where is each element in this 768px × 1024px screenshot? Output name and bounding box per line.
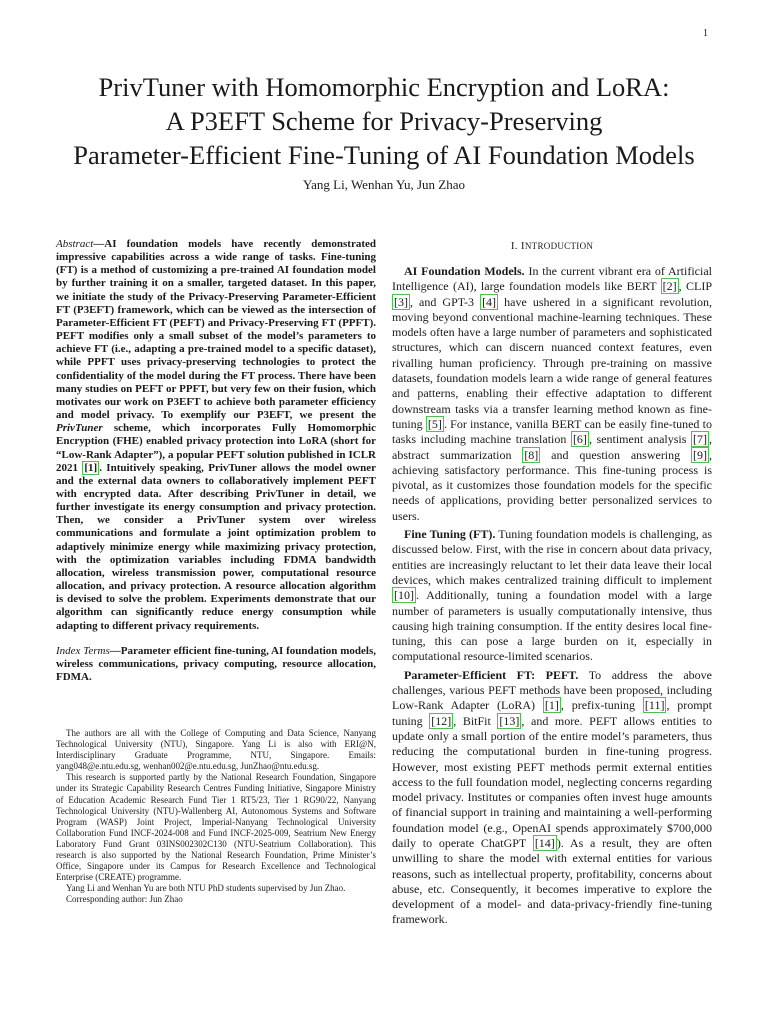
- paragraph-peft: [392, 668, 712, 928]
- paragraph-text: , achieving satisfactory performance. This fine-tuning process is pivotal, as it customizes those foundation models for the specific needs of applications, providing better personalized services to users.: [392, 447, 712, 523]
- citation-link[interactable]: [1]: [84, 461, 98, 474]
- citation-link[interactable]: [3]: [394, 294, 408, 309]
- paragraph-text: ). As a result, they are often unwilling to share the model with external entities for various reasons, such as intellectual property, profitability, concerns about abuse, etc. Consequently, it becomes imperative to explore the development of a model- and data-privacy-friendly fine-tuning framework.: [392, 835, 712, 927]
- paragraph-text: and question answering: [540, 447, 691, 462]
- run-in-heading: Parameter-Efficient FT: PEFT.: [404, 667, 579, 682]
- right-column: [392, 238, 712, 931]
- citation-link[interactable]: [6]: [572, 432, 587, 447]
- footnote-funding: This research is supported partly by the National Research Foundation, Singapore under its Strategic Capability Research Centres Funding Initiative, Singapore Ministry of Education Academic Research Fund Tier 1 RT5/23, Tier 1 RG90/22, Nanyang Technological University (NTU)-Wallenberg AI, Autonomous Systems and Software Program (WASP) Joint Project, Imperial-Nanyang Technological University Collaboration Fund INCF-2024-008 and Fund INCF-2025-009, Seatrium New Energy Laboratory Fund Grant 03INS002302C130 (NTU-Seatrium Collaboration). This research is also supported by the National Research Foundation, Prime Minister’s Office, Singapore under its Campus for Research Excellence and Technological Enterprise (CREATE) programme.: [56, 772, 376, 883]
- citation-link[interactable]: [13]: [499, 713, 520, 728]
- paragraph-text: , and GPT-3: [410, 294, 481, 309]
- paragraph-text: , prefix-tuning: [560, 698, 643, 713]
- citation-link[interactable]: [1]: [544, 698, 559, 713]
- citation-link[interactable]: [11]: [644, 698, 665, 713]
- section-numeral: I.: [510, 240, 518, 252]
- citation-link[interactable]: [12]: [431, 713, 452, 728]
- abstract-dash: —: [93, 238, 105, 250]
- paragraph-text: , BitFit: [453, 713, 498, 728]
- index-terms-label: Index Terms: [56, 644, 110, 657]
- citation-link[interactable]: [10]: [394, 588, 414, 603]
- citation-link[interactable]: [7]: [692, 432, 707, 447]
- index-terms: [56, 645, 376, 684]
- footnote-corresponding: Corresponding author: Jun Zhao: [66, 894, 183, 905]
- paper-title: [40, 70, 728, 172]
- paragraph-text: . Additionally, tuning a foundation model with a large number of parameters is usually computationally intensive, thus causing high training consumption. If the entity desires local fine-tuning, this can pose a large burden on it, especially in computational resource-limited scenarios.: [392, 588, 712, 664]
- paragraph-text: have ushered in a significant revolution, moving beyond conventional machine-learning techniques. These models often have a large number of parameters and sophisticated structures, which can discern nuanced context features, even rivalling human proficiency. Through pre-training on massive datasets, foundation models learn a wide range of general features and patterns, enabling their effective adaptation to different downstream tasks via a transfer learning method known as fine-tuning: [392, 294, 713, 431]
- paragraph-text: In the current vibrant era of Artificial Intelligence (AI), large foundation models like BERT: [392, 264, 712, 294]
- abstract-text-2: scheme, which incorporates Fully Homomorphic Encryption (FHE) enabled privacy protection into LoRA (short for “Low-Rank Adapter”), a popular PEFT solution published in ICLR 2021: [56, 422, 376, 474]
- section-heading: [392, 240, 712, 252]
- abstract-privtuner: PrivTuner: [56, 422, 103, 435]
- citation-link[interactable]: [8]: [524, 447, 539, 462]
- paragraph-text: , prompt tuning: [392, 698, 712, 728]
- paragraph-foundation-models: [392, 264, 712, 524]
- citation-link[interactable]: [14]: [534, 835, 555, 850]
- abstract-text-1: AI foundation models have recently demonstrated impressive capabilities across a wide range of tasks. Fine-tuning (FT) is a method of customizing a pre-trained AI foundation model by further training it on a smaller, targeted dataset. In this paper, we initiate the study of the Privacy-Preserving Parameter-Efficient FT (P3EFT) framework, which can be viewed as the intersection of Parameter-Efficient FT (PEFT) and Privacy-Preserving FT (PPFT). PEFT modifies only a small subset of the model’s parameters to achieve FT (i.e., adapting a pre-trained model to a specific dataset), while PPFT uses privacy-preserving technologies to protect the confidentiality of the model during the FT process. There have been many studies on PEFT or PPFT, but very few on their fusion, which motivates our work on P3EFT to achieve both parameter efficiency and model privacy. To exemplify our P3EFT, we present the: [56, 238, 376, 422]
- index-terms-dash: —: [109, 644, 121, 657]
- section-title-rest: NTRODUCTION: [524, 241, 594, 251]
- title-line-3: Parameter-Efficient Fine-Tuning of AI Foundation Models: [73, 140, 695, 170]
- index-terms-text: Parameter efficient fine-tuning, AI foundation models, wireless communications, privacy computing, resource allocation, FDMA.: [56, 644, 376, 683]
- left-column: [56, 238, 376, 684]
- run-in-heading: Fine Tuning (FT).: [404, 527, 496, 542]
- section-title-first: I: [520, 240, 525, 252]
- abstract-text-3: . Intuitively speaking, PrivTuner allows the model owner and the external data owners to collaboratively implement PEFT with encrypted data. After describing PrivTuner in detail, we further investigate its energy consumption and privacy protection. Then, we consider a PrivTuner system over wireless communications and formulate a joint optimization problem to adaptively minimize energy while maximizing privacy protection, with the optimization variables including FDMA bandwidth allocation, wireless transmission power, computational resource allocation, and privacy protection. A resource allocation algorithm is devised to solve the problem. Experiments demonstrate that our algorithm can significantly reduce energy consumption while adapting to different privacy requirements.: [56, 461, 376, 632]
- paragraph-text: , and more. PEFT allows entities to update only a small portion of the entire model’s parameters, thus reducing the computational burden in fine-tuning progress. However, most existing PEFT methods permit external entities access to the full foundation model, neglecting concerns regarding model privacy. Institutes or companies often invest huge amounts of financial support in training and maintaining a well-performing foundation model (e.g., OpenAI spends approximately $700,000 daily to operate ChatGPT: [392, 713, 712, 850]
- paragraph-text: , sentiment analysis: [588, 432, 691, 447]
- author-list: Yang Li, Wenhan Yu, Jun Zhao: [303, 177, 465, 192]
- paragraph-fine-tuning: [392, 527, 712, 665]
- citation-link[interactable]: [2]: [662, 279, 677, 294]
- page-number: 1: [703, 28, 708, 39]
- citation-link[interactable]: [9]: [693, 447, 707, 462]
- citation-link[interactable]: [5]: [427, 416, 442, 431]
- paragraph-text: . For instance, vanilla BERT can be easily fine-tuned to tasks including machine translation: [392, 416, 712, 447]
- paragraph-text: To address the above challenges, various PEFT methods have been proposed, including Low-Rank Adapter (LoRA): [392, 667, 713, 713]
- citation-link[interactable]: [4]: [482, 294, 497, 309]
- run-in-heading: AI Foundation Models.: [404, 264, 525, 278]
- footnote: [56, 728, 376, 906]
- title-line-1: PrivTuner with Homomorphic Encryption and LoRA:: [98, 72, 670, 102]
- footnote-affiliation: The authors are all with the College of Computing and Data Science, Nanyang Technological University (NTU), Singapore. Yang Li is also with ERI@N, Interdisciplinary Graduate Programme, NTU, Singapore. Emails: yang048@e.ntu.edu.sg, wenhan002@e.ntu.edu.sg, JunZhao@ntu.edu.sg.: [56, 728, 376, 772]
- title-line-2: A P3EFT Scheme for Privacy-Preserving: [165, 106, 603, 136]
- paragraph-text: , CLIP: [678, 279, 712, 294]
- paragraph-text: , abstract summarization: [392, 432, 712, 462]
- paragraph-text: Tuning foundation models is challenging, as discussed below. First, with the rise in concern about data privacy, entities are increasingly reluctant to let their data leave their local devices, which makes centralized training difficult to implement: [392, 527, 712, 587]
- abstract: [56, 238, 376, 633]
- abstract-label: Abstract: [56, 238, 94, 250]
- footnote-students: Yang Li and Wenhan Yu are both NTU PhD students supervised by Jun Zhao.: [66, 883, 346, 894]
